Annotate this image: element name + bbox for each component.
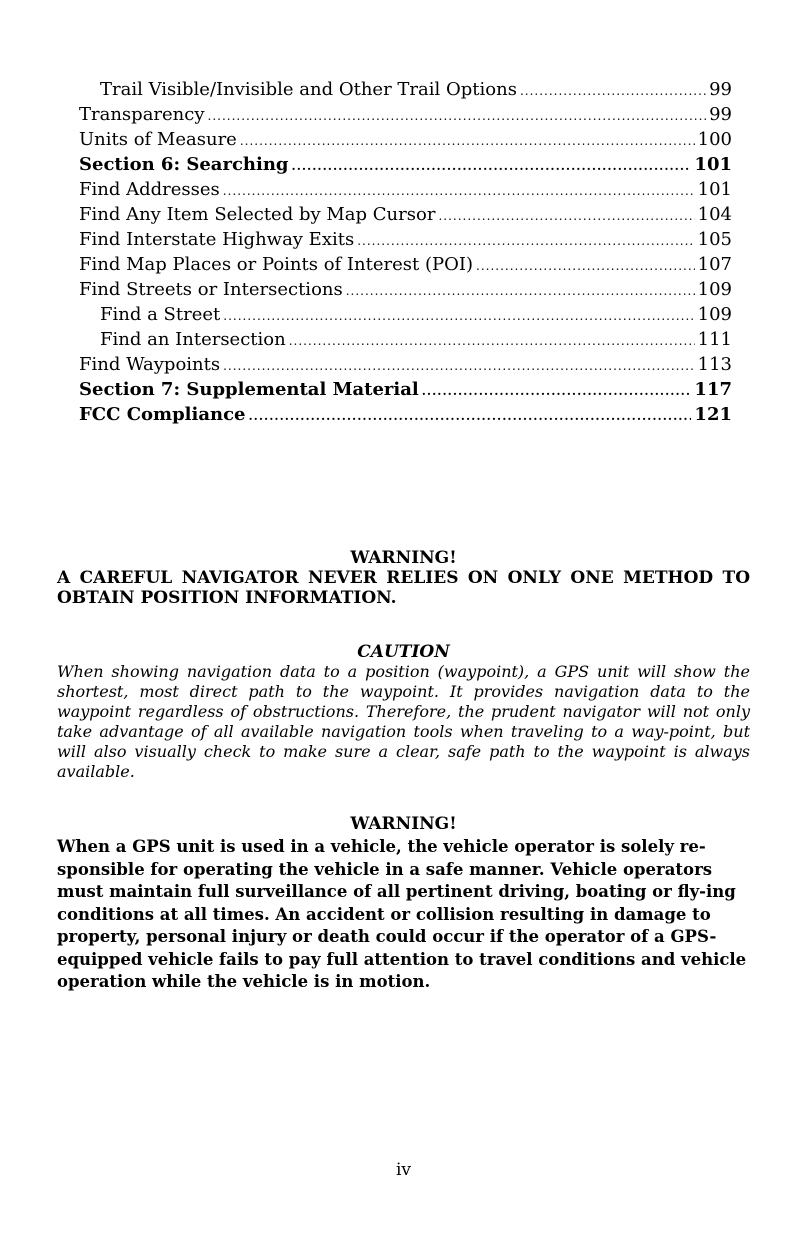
toc-entry-page: 101 [697, 179, 732, 200]
toc-entry-title: Transparency [79, 104, 205, 125]
toc-entry-page: 113 [697, 354, 732, 375]
toc-leader-dots [223, 354, 695, 379]
toc-leader-dots [438, 204, 694, 229]
warning-notice-position [57, 548, 750, 608]
toc-leader-dots [240, 129, 695, 154]
toc-section-entry[interactable] [79, 402, 732, 427]
table-of-contents [79, 77, 732, 427]
toc-entry[interactable] [79, 352, 732, 377]
toc-entry-title: Find Interstate Highway Exits [79, 229, 355, 250]
toc-entry-page: 104 [697, 204, 732, 225]
toc-entry[interactable] [79, 327, 732, 352]
toc-entry-page: 111 [697, 329, 732, 350]
toc-leader-dots [520, 79, 706, 104]
toc-entry-title: Find a Street [100, 304, 221, 325]
toc-entry-title: Find Map Places or Points of Interest (POI) [79, 254, 473, 275]
toc-leader-dots [249, 404, 692, 429]
toc-entry-title: FCC Compliance [79, 404, 246, 425]
toc-leader-dots [223, 179, 695, 204]
toc-entry[interactable] [79, 252, 732, 277]
page-number: iv [395, 1160, 412, 1180]
toc-entry-page: 107 [697, 254, 732, 275]
toc-entry-title: Section 6: Searching [79, 154, 289, 175]
toc-entry[interactable] [79, 77, 732, 102]
toc-entry-title: Find Waypoints [79, 354, 221, 375]
toc-entry-title: Find Any Item Selected by Map Cursor [79, 204, 436, 225]
toc-entry[interactable] [79, 277, 732, 302]
warning-notice-vehicle [57, 814, 750, 994]
toc-leader-dots [476, 254, 695, 279]
toc-leader-dots [223, 304, 694, 329]
warning-text: When a GPS unit is used in a vehicle, the vehicle operator is solely re-sponsible for operating the vehicle in a safe manner. Vehicle operators must maintain full surveillance of all pertinent driving, boating or fly-ing conditions at all times. An accident or collision resulting in damage to property, personal injury or death could occur if the operator of a GPS-equipped vehicle fails to pay full attention to travel conditions and vehicle operation while the vehicle is in motion. [57, 837, 747, 991]
toc-entry-title: Find Addresses [79, 179, 220, 200]
toc-section-entry[interactable] [79, 152, 732, 177]
toc-entry-title: Trail Visible/Invisible and Other Trail Options [100, 79, 517, 100]
toc-entry[interactable] [79, 227, 732, 252]
toc-entry-title: Find an Intersection [100, 329, 286, 350]
toc-leader-dots [292, 154, 692, 179]
toc-entry-page: 117 [694, 379, 732, 400]
toc-entry[interactable] [79, 127, 732, 152]
warning-text: A CAREFUL NAVIGATOR NEVER RELIES ON ONLY ONE METHOD TO OBTAIN POSITION INFORMATION. [57, 568, 750, 608]
toc-leader-dots [346, 279, 695, 304]
caution-text: When showing navigation data to a position (waypoint), a GPS unit will show the shortest, most direct path to the waypoint. It provides navigation data to the waypoint regardless of obstructions. Therefore, the prudent navigator will not only take advantage of all available navigation tools when traveling to a way-point, but will also visually check to make sure a clear, safe path to the waypoint is always available. [57, 662, 750, 781]
toc-entry[interactable] [79, 102, 732, 127]
warning-title: WARNING! [350, 814, 457, 834]
toc-section-entry[interactable] [79, 377, 732, 402]
toc-leader-dots [422, 379, 692, 404]
toc-entry-page: 100 [697, 129, 732, 150]
toc-entry-page: 121 [694, 404, 732, 425]
toc-entry-title: Units of Measure [79, 129, 237, 150]
toc-entry-title: Section 7: Supplemental Material [79, 379, 419, 400]
caution-notice [57, 642, 750, 782]
toc-leader-dots [357, 229, 694, 254]
toc-entry[interactable] [79, 202, 732, 227]
warning-title: WARNING! [350, 548, 457, 568]
toc-entry-page: 105 [697, 229, 732, 250]
caution-title: CAUTION [357, 642, 450, 662]
toc-entry[interactable] [79, 177, 732, 202]
toc-leader-dots [289, 329, 695, 354]
toc-entry-page: 109 [697, 279, 732, 300]
toc-entry[interactable] [79, 302, 732, 327]
toc-leader-dots [208, 104, 707, 129]
toc-entry-title: Find Streets or Intersections [79, 279, 343, 300]
toc-entry-page: 109 [697, 304, 732, 325]
toc-entry-page: 99 [709, 79, 732, 100]
toc-entry-page: 101 [694, 154, 732, 175]
toc-entry-page: 99 [709, 104, 732, 125]
